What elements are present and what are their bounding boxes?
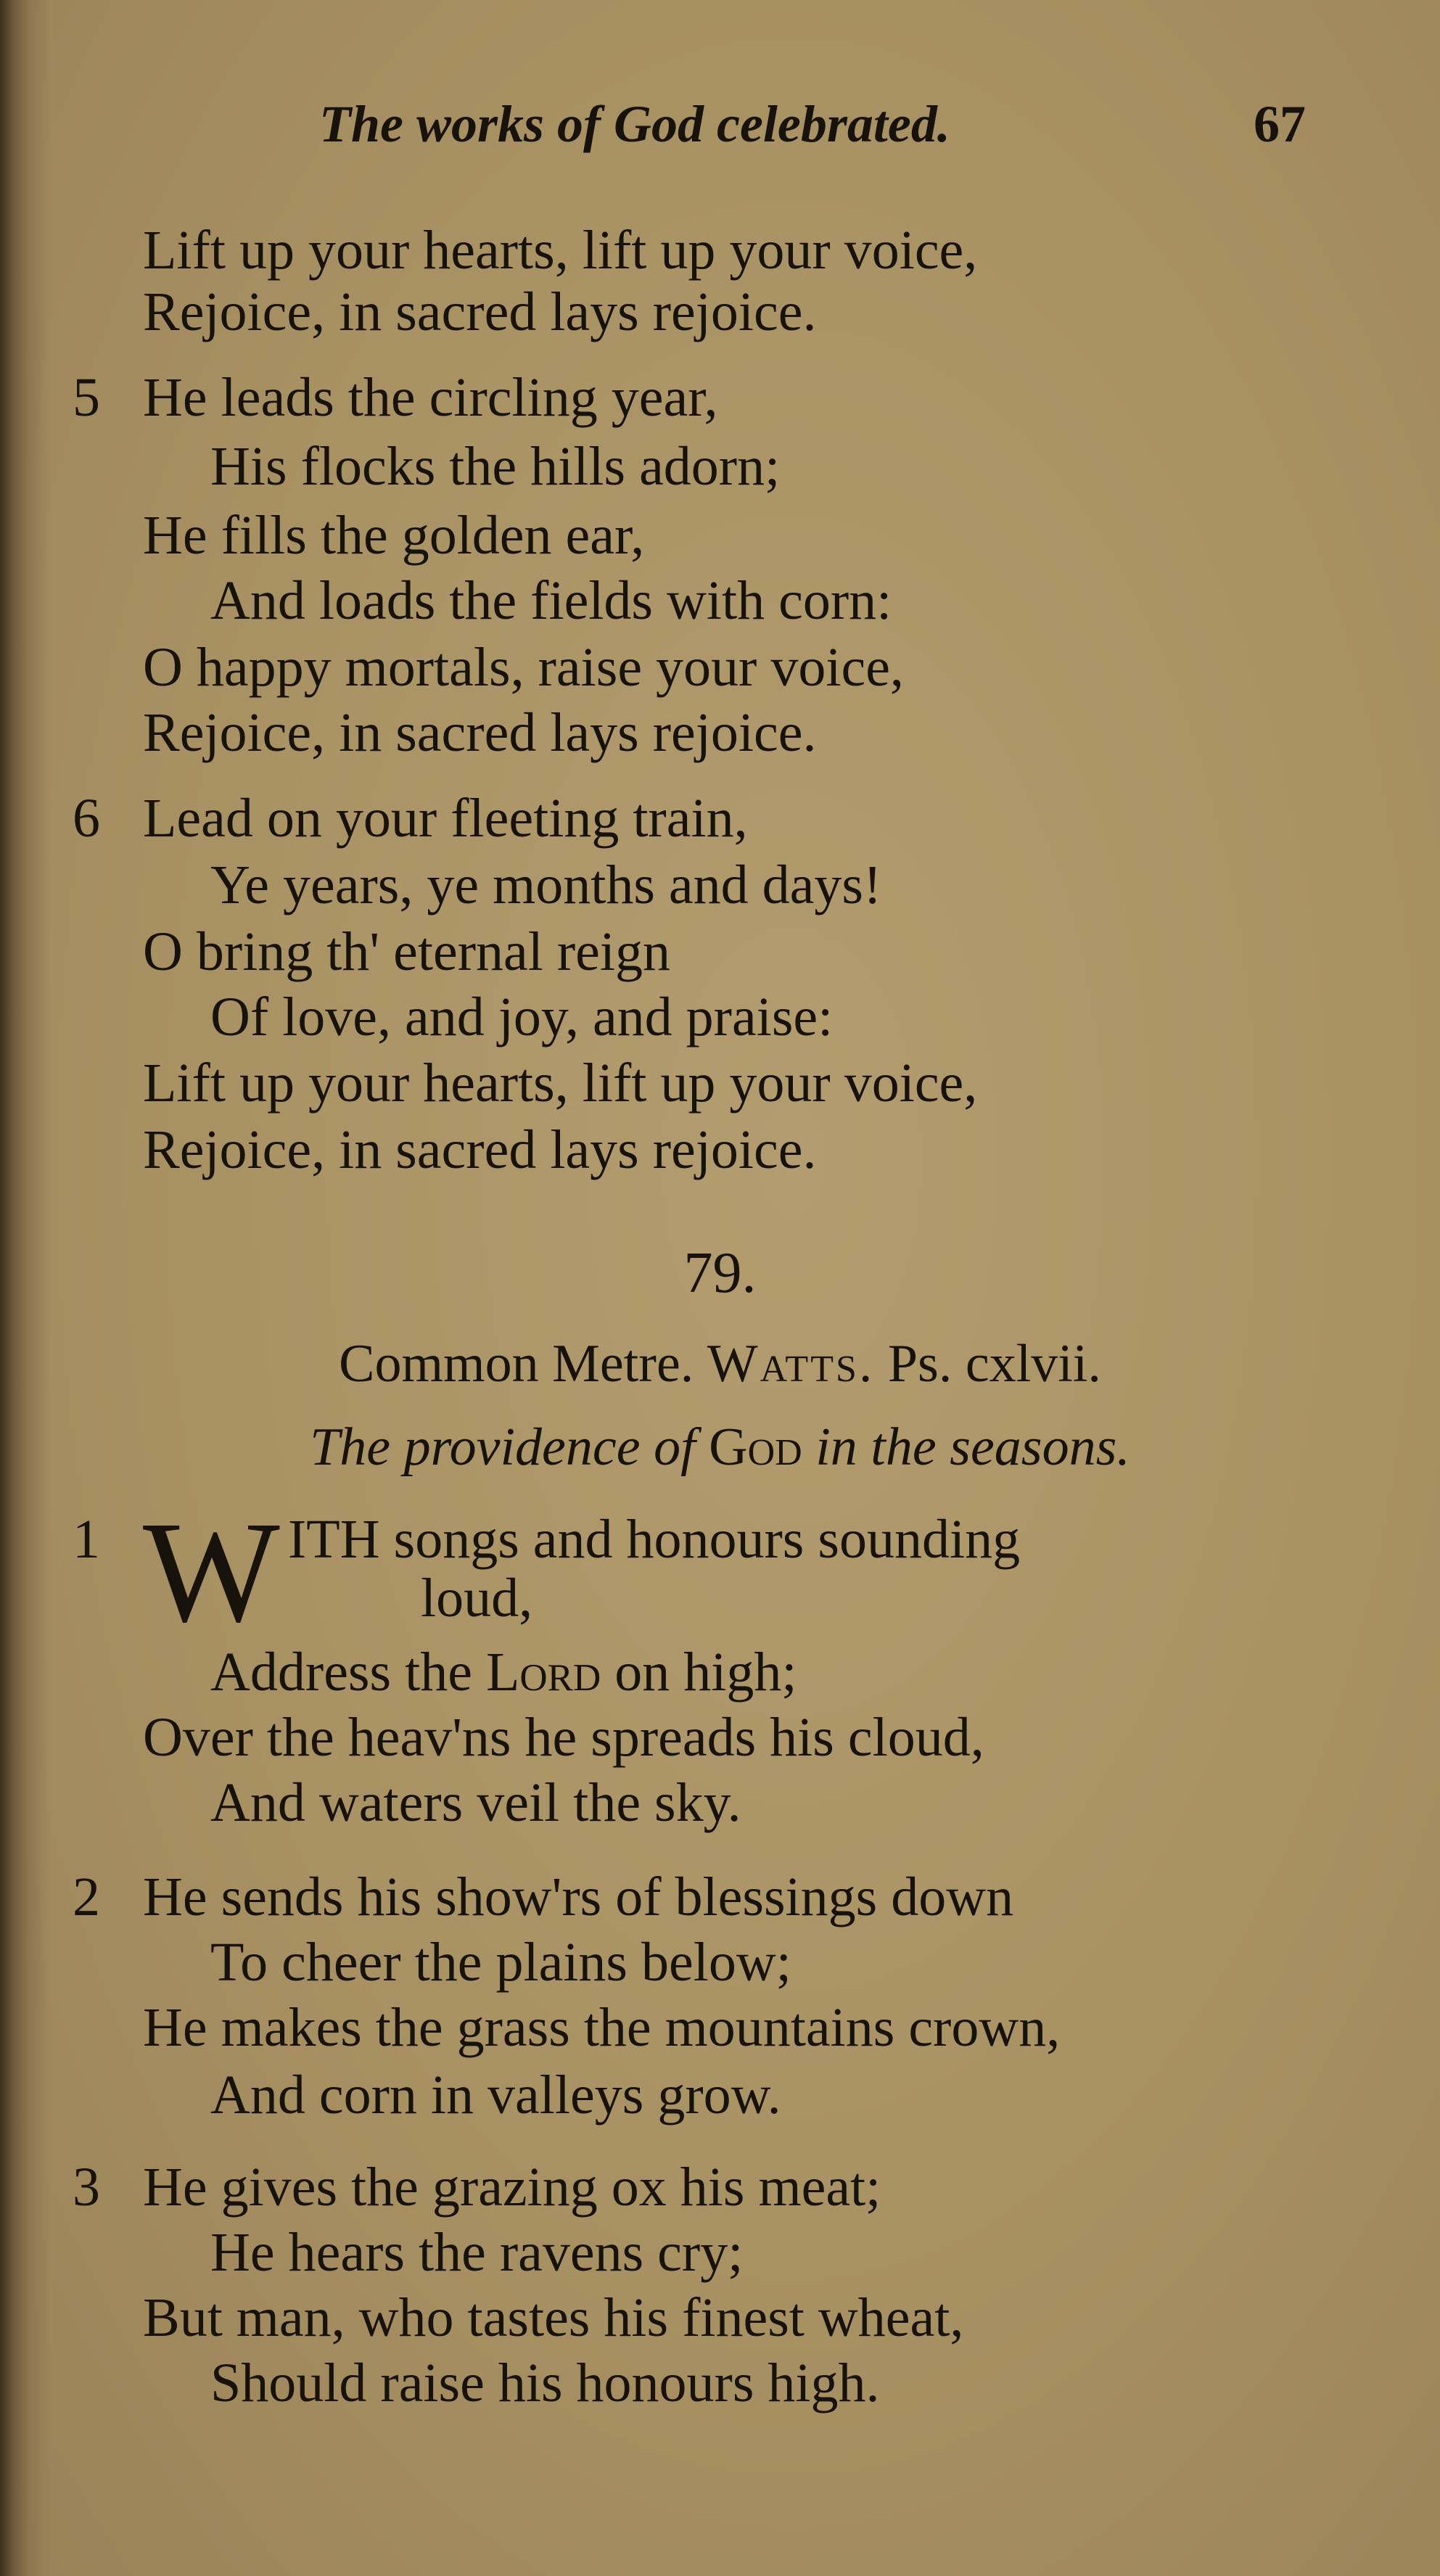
stanza-line: He gives the grazing ox his meat;: [143, 2157, 881, 2218]
subject-text: in the seasons.: [815, 1417, 1130, 1477]
subject-text: The providence of: [310, 1417, 696, 1477]
stanza-line: He fills the golden ear,: [143, 505, 645, 566]
stanza-line: loud,: [421, 1568, 533, 1629]
lord-smallcaps: Lord: [485, 1642, 601, 1703]
stanza-line: Rejoice, in sacred lays rejoice.: [143, 281, 817, 342]
running-header: [319, 94, 1335, 174]
stanza-line: Rejoice, in sacred lays rejoice.: [143, 1119, 817, 1180]
stanza-line: And waters veil the sky.: [210, 1772, 741, 1833]
subject-god: God: [709, 1417, 802, 1477]
hymn-subject: [0, 1411, 1440, 1484]
running-title: The works of God celebrated.: [319, 95, 950, 153]
stanza-line: ITH songs and honours sounding: [288, 1509, 1021, 1570]
stanza-line: Lift up your hearts, lift up your voice,: [143, 220, 978, 281]
stanza-line: He leads the circling year,: [143, 367, 718, 428]
stanza-line: Ye years, ye months and days!: [210, 855, 882, 915]
verse-number: 5: [73, 367, 100, 428]
stanza-line: O happy mortals, raise your voice,: [143, 637, 904, 698]
stanza-line: He hears the ravens cry;: [210, 2222, 744, 2283]
metre-label: Common Metre.: [339, 1334, 694, 1394]
stanza-line: But man, who tastes his finest wheat,: [143, 2287, 964, 2348]
verse-number: 3: [73, 2157, 100, 2218]
stanza-line: Lead on your fleeting train,: [143, 788, 748, 849]
line-text: Address the: [210, 1642, 472, 1703]
line-text: on high;: [614, 1642, 797, 1703]
stanza-line: He makes the grass the mountains crown,: [143, 1997, 1061, 2058]
stanza-line: He sends his show'rs of blessings down: [143, 1867, 1014, 1927]
stanza-line: His flocks the hills adorn;: [210, 436, 781, 497]
stanza-line: Of love, and joy, and praise:: [210, 987, 834, 1048]
stanza-line: And loads the fields with corn:: [210, 570, 892, 631]
hymn-number: 79.: [683, 1241, 757, 1305]
verse-number: 2: [73, 1867, 100, 1927]
drop-cap: W: [143, 1492, 280, 1653]
stanza-line: Lift up your hearts, lift up your voice,: [143, 1053, 978, 1114]
stanza-line: Should raise his honours high.: [210, 2353, 880, 2414]
stanza-line: Over the heav'ns he spreads his cloud,: [143, 1707, 984, 1768]
psalm-reference: Ps. cxlvii.: [887, 1334, 1101, 1394]
stanza-line: And corn in valleys grow.: [210, 2065, 781, 2126]
stanza-line: To cheer the plains below;: [210, 1932, 791, 1993]
hymn-metre-line: [0, 1328, 1440, 1400]
verse-number: 1: [73, 1509, 100, 1570]
stanza-line: [210, 1636, 797, 1708]
verse-number: 6: [73, 788, 100, 849]
page-number: 67: [1254, 95, 1306, 153]
stanza-line: Rejoice, in sacred lays rejoice.: [143, 702, 817, 763]
author-name: Watts.: [707, 1334, 875, 1394]
stanza-line: O bring th' eternal reign: [143, 921, 671, 982]
